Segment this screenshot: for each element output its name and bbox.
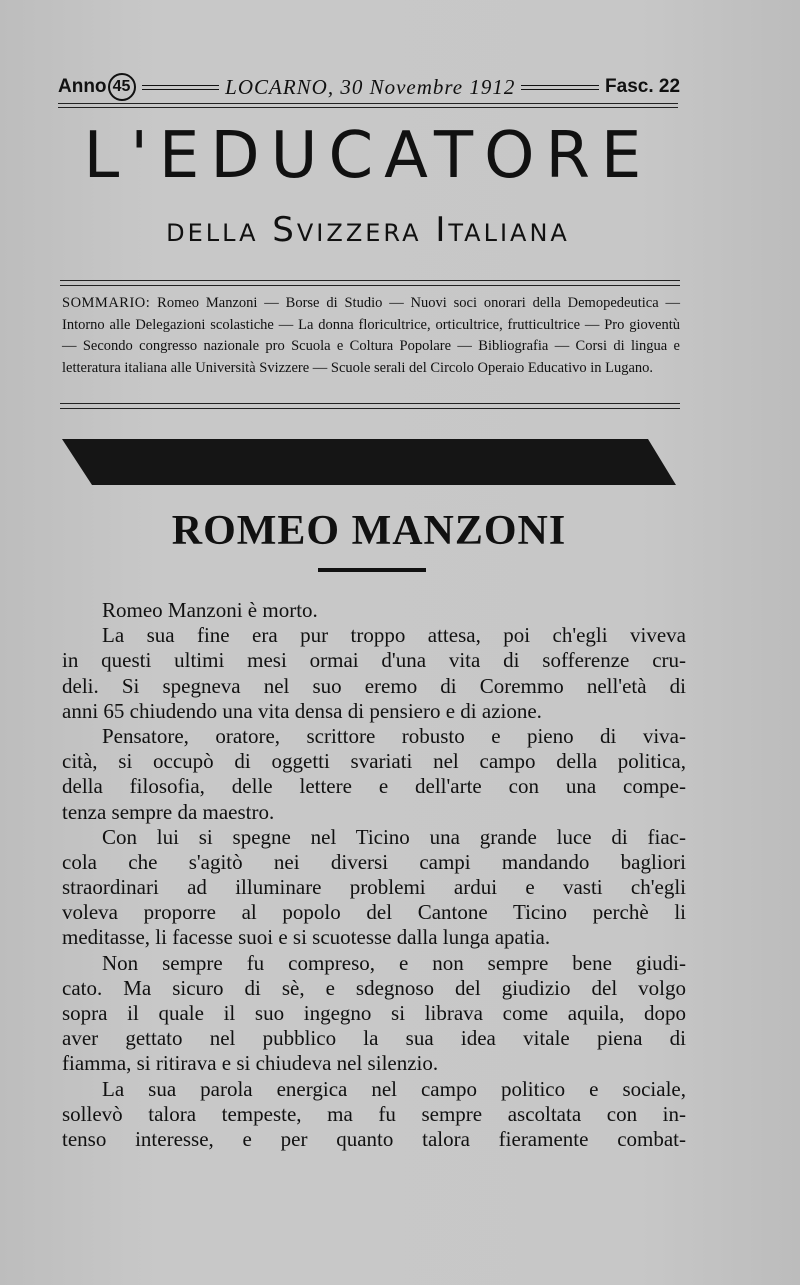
article-line: cato. Ma sicuro di sè, e sdegnoso del giudizio del volgo bbox=[62, 975, 686, 1000]
article-line: cola che s'agitò nei diversi campi mandando bagliori bbox=[62, 849, 686, 874]
article-line: La sua fine era pur troppo attesa, poi ch'egli viveva bbox=[102, 623, 686, 648]
article-title: ROMEO MANZONI bbox=[171, 508, 567, 554]
anno-number: 45 bbox=[108, 73, 136, 101]
summary-label: SOMMARIO: bbox=[62, 295, 151, 311]
article-line: cità, si occupò di oggetti svariati nel campo della politica, bbox=[62, 749, 686, 774]
article-line: Non sempre fu compreso, e non sempre bene giudi- bbox=[102, 950, 686, 975]
summary-text: Romeo Manzoni — Borse di Studio — Nuovi soci onorari della Demopedeutica — Intorno alle Delegazioni scolastiche — La donna floricultrice, orticultrice, frutticultrice — Pro gioventù — Secondo congresso nazionale pro Scuola e Coltura Popolare — Bibliografia — Corsi di lingua e letteratura italiana alle Università Svizzere — Scuole serali del Circolo Operaio Educativo in Lugano. bbox=[62, 295, 680, 376]
header-rule bbox=[58, 103, 678, 108]
article-line: della filosofia, delle lettere e dell'arte con una compe- bbox=[62, 774, 686, 799]
article-line: Romeo Manzoni è morto. bbox=[102, 598, 318, 622]
summary bbox=[62, 293, 680, 379]
decorative-banner bbox=[62, 439, 676, 485]
article-line: meditasse, li facesse suoi e si scuotesse dalla lunga apatia. bbox=[62, 925, 551, 950]
masthead-subtitle: della Svizzera Italiana bbox=[166, 210, 570, 250]
place-date: LOCARNO, 30 Novembre 1912 bbox=[225, 74, 516, 99]
dateline-rule-right bbox=[521, 85, 599, 90]
masthead-title: L'EDUCATORE bbox=[83, 119, 653, 193]
article-line: sopra il quale il suo ingegno si librava come aquila, dopo bbox=[62, 1001, 686, 1025]
summary-rule-top bbox=[60, 280, 680, 286]
article-line: in questi ultimi mesi ormai d'una vita di sofferenze cru- bbox=[62, 648, 686, 673]
banner-shape bbox=[62, 439, 676, 485]
article-line: Con lui si spegne nel Ticino una grande luce di fiac- bbox=[102, 824, 686, 849]
article-line: voleva proporre al popolo del Cantone Ticino perchè li bbox=[62, 900, 686, 925]
article-line: sollevò talora tempeste, ma fu sempre ascoltata con in- bbox=[62, 1101, 686, 1126]
article-body bbox=[62, 598, 686, 1152]
article-line: fiamma, si ritirava e si chiudeva nel silenzio. bbox=[62, 1051, 439, 1076]
dateline-rule-left bbox=[142, 85, 220, 90]
dateline bbox=[58, 72, 680, 102]
article-line: deli. Si spegneva nel suo eremo di Coremmo nell'età di bbox=[62, 673, 686, 698]
fascicle-number: Fasc. 22 bbox=[605, 76, 681, 97]
article-line: La sua parola energica nel campo politico e sociale, bbox=[102, 1076, 686, 1101]
title-underline bbox=[318, 568, 426, 572]
article-line: anni 65 chiudendo una vita densa di pensiero e di azione. bbox=[62, 698, 542, 723]
article-line: tenso interesse, e per quanto talora fieramente combat- bbox=[62, 1126, 686, 1151]
article-line: tenza sempre da maestro. bbox=[62, 799, 275, 824]
article-line: aver gettato nel pubblico la sua idea vitale piena di bbox=[62, 1026, 686, 1051]
anno-label bbox=[58, 73, 136, 101]
article-line: Pensatore, oratore, scrittore robusto e pieno di viva- bbox=[102, 723, 686, 748]
article-line: straordinari ad illuminare problemi ardui e vasti ch'egli bbox=[62, 875, 686, 900]
summary-rule-bottom bbox=[60, 403, 680, 409]
anno-label-text: Anno bbox=[58, 76, 107, 97]
